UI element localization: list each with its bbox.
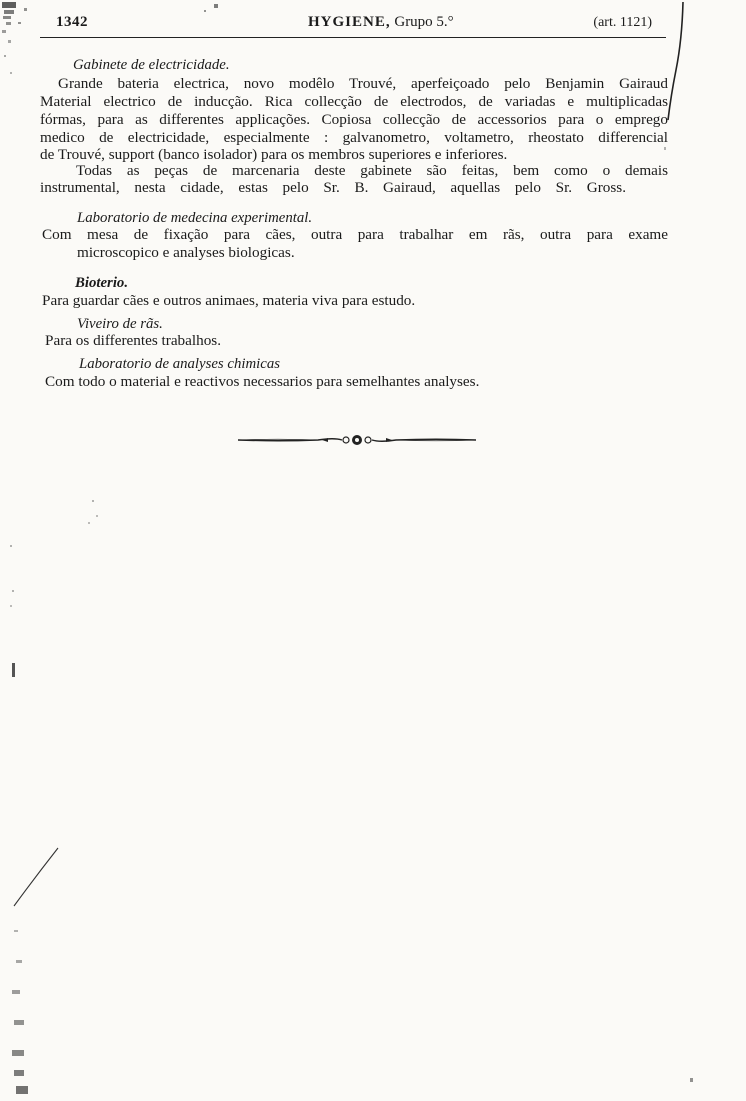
running-title-main: HYGIENE, bbox=[308, 14, 391, 30]
running-title bbox=[308, 14, 454, 31]
header-rule bbox=[40, 37, 666, 38]
page-number: 1342 bbox=[56, 14, 88, 30]
section-heading-laboratorio-medicina: Laboratorio de medecina experimental. bbox=[77, 210, 313, 226]
text-line: Com mesa de fixação para cães, outra para trabalhar em rãs, outra para exame bbox=[42, 226, 668, 243]
ornament-divider bbox=[238, 434, 476, 446]
text-line: Grande bateria electrica, novo modêlo Trouvé, aperfeiçoado pelo Benjamin Gairaud bbox=[58, 75, 668, 92]
text-line: Para os differentes trabalhos. bbox=[45, 332, 222, 349]
section-heading-bioterio: Bioterio. bbox=[75, 275, 129, 291]
text-line: microscopico e analyses biologicas. bbox=[77, 244, 295, 261]
text-line: Material electrico de inducção. Rica collecção de electrodos, de variadas e multiplicadas bbox=[40, 93, 668, 110]
text-line: instrumental, nesta cidade, estas pelo Sr. B. Gairaud, aquellas pelo Sr. Gross. bbox=[40, 179, 626, 196]
running-title-group: Grupo 5.° bbox=[394, 14, 454, 30]
page-header bbox=[40, 10, 666, 36]
text-line: medico de electricidade, especialmente : galvanometro, voltametro, rheostato differencial bbox=[40, 129, 668, 146]
text-line: Com todo o material e reactivos necessarios para semelhantes analyses. bbox=[45, 373, 480, 390]
text-line: Todas as peças de marcenaria deste gabinete são feitas, bem como o demais bbox=[76, 162, 668, 179]
section-heading-laboratorio-analyses: Laboratorio de analyses chimicas bbox=[79, 356, 280, 372]
text-line: Para guardar cães e outros animaes, materia viva para estudo. bbox=[42, 292, 416, 309]
section-heading-viveiro: Viveiro de rãs. bbox=[77, 316, 163, 332]
text-line: de Trouvé, support (banco isolador) para os membros superiores e inferiores. bbox=[40, 146, 508, 163]
article-reference: (art. 1121) bbox=[593, 15, 652, 30]
section-heading-gabinete: Gabinete de electricidade. bbox=[73, 57, 230, 73]
text-line: fórmas, para as differentes applicações. Copiosa collecção de accessorios para o emprego bbox=[40, 111, 668, 128]
